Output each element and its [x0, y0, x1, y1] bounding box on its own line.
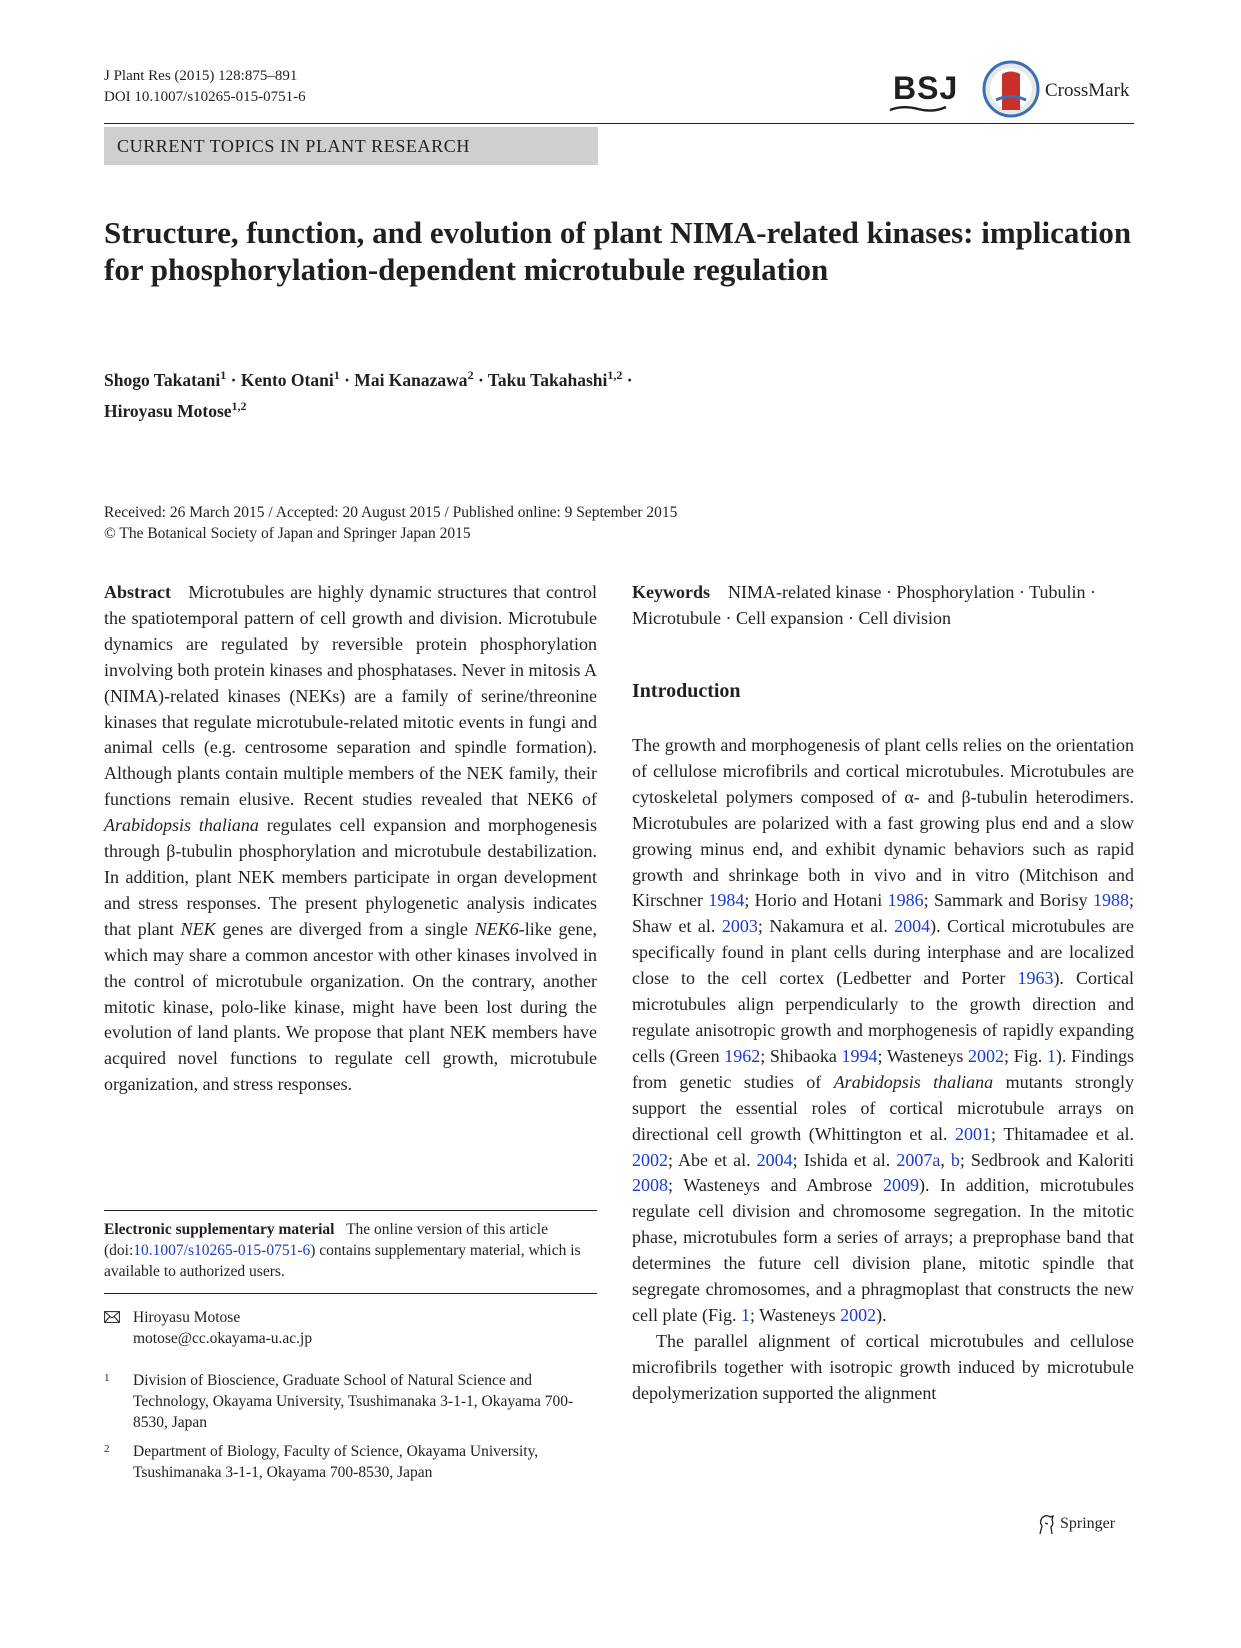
- journal-citation: J Plant Res (2015) 128:875–891: [104, 68, 298, 84]
- body-text: ). In addition, microtubules regulate cell division and chromosome segregation. In the mitotic phase, microtubules form a series of arrays; a preprophase band that determines the future cell division plane, mitotic spindle that segregate chromosomes, and a phragmoplast that constructs the new cell plate (Fig.: [632, 1175, 1135, 1325]
- citation-link[interactable]: 1962: [724, 1045, 761, 1066]
- esm-rule-top: [104, 1210, 597, 1211]
- body-text: ; Sammark and Borisy: [923, 890, 1093, 911]
- esm-label: Electronic supplementary material: [104, 1221, 335, 1238]
- citation-link[interactable]: 2007a: [896, 1149, 941, 1170]
- corresponding-author: [104, 1307, 597, 1349]
- bsj-wave-icon: [888, 104, 948, 114]
- body-text: ). Cortical microtubules are specifically found in plant cells during interphase and are localized close to the cell cortex (Ledbetter and Porter: [632, 916, 1134, 989]
- body-text: ; Ishida et al.: [792, 1149, 897, 1170]
- body-text: The growth and morphogenesis of plant cells relies on the orientation of cellulose microfibrils and cortical microtubules. Microtubules are cytoskeletal polymers composed of α- and β-tubulin heterodimers. Microtubules are polarized with a fast growing plus end and a slow growing minus end, and exhibit dynamic behaviors such as rapid growth and shrinkage both in vivo and in vitro (Mitchison and Kirschner: [632, 735, 1134, 911]
- article-dates: [104, 502, 677, 544]
- body-text: ; Shaw et al.: [632, 890, 1134, 937]
- esm-text: The online version of this article (doi:: [104, 1221, 548, 1259]
- keywords-label: Keywords: [632, 582, 710, 602]
- introduction-paragraph: The parallel alignment of cortical microtubules and cellulose microfibrils together with isotropic growth induced by microtubule depolymerization supported the alignment: [632, 1330, 1134, 1403]
- citation-link[interactable]: 1963: [1017, 968, 1054, 989]
- author-affiliation-marker: 1: [220, 368, 227, 382]
- body-text: ; Sedbrook and Kaloriti: [959, 1149, 1134, 1170]
- history-dates: Received: 26 March 2015 / Accepted: 20 August 2015 / Published online: 9 September 2015: [104, 504, 678, 521]
- doi: DOI 10.1007/s10265-015-0751-6: [104, 89, 306, 105]
- author-name: Taku Takahashi: [487, 369, 608, 390]
- body-text: ; Fig.: [1004, 1045, 1047, 1066]
- copyright: © The Botanical Society of Japan and Springer Japan 2015: [104, 525, 471, 542]
- citation-link[interactable]: 2002: [968, 1045, 1005, 1066]
- body-text: ; Wasteneys: [749, 1304, 841, 1325]
- electronic-supplementary-material: [104, 1219, 597, 1282]
- author-affiliation-marker: 2: [467, 368, 474, 382]
- abstract-text: -like gene, which may share a common ancestor with other kinases involved in the control of microtubule organization. On the contrary, another mitotic kinase, polo-like kinase, might have been lost during the evolution of land plants. We propose that plant NEK members have acquired novel functions to regulate cell growth, microtubule organization, and stress responses.: [104, 918, 597, 1095]
- author-affiliation-marker: 1,2: [607, 368, 623, 382]
- body-text: ,: [940, 1149, 951, 1170]
- header-rule: [104, 123, 1134, 124]
- author-name: Mai Kanazawa: [354, 369, 468, 390]
- body-text: ; Shibaoka: [760, 1045, 842, 1066]
- contact-email[interactable]: motose@cc.okayama-u.ac.jp: [133, 1330, 313, 1347]
- species-name: Arabidopsis thaliana: [833, 1071, 994, 1092]
- introduction-heading: Introduction: [632, 680, 741, 702]
- author-list: Shogo Takatani$^1$ · Kento Otani$^1$ · Mai Kanazawa$^2$ · Taku Takahashi$^{1,2}$ · Hiroyasu Motose$^{1,2}$: [104, 368, 633, 421]
- publisher-label: Springer: [1060, 1515, 1116, 1532]
- crossmark-label[interactable]: CrossMark: [1045, 80, 1130, 101]
- abstract-italic: NEK: [180, 918, 216, 939]
- introduction-body: [632, 733, 1134, 1407]
- abstract-italic: NEK6: [474, 918, 519, 939]
- body-text: ; Thitamadee et al.: [991, 1123, 1134, 1144]
- keywords-text: NIMA-related kinase · Phosphorylation · Tubulin · Microtubule · Cell expansion · Cell division: [632, 582, 1096, 628]
- body-text: ).: [876, 1304, 887, 1325]
- citation-link[interactable]: 1: [740, 1304, 750, 1325]
- abstract-text: genes are diverged from a single: [215, 918, 475, 939]
- abstract-text: Microtubules are highly dynamic structures that control the spatiotemporal pattern of cell growth and division. Microtubule dynamics are regulated by reversible protein phosphorylation involving both protein kinases and phosphatases. Never in mitosis A (NIMA)-related kinases (NEKs) are a family of serine/threonine kinases that regulate microtubule-related mitotic events in fungi and animal cells (e.g. centrosome separation and spindle formation). Although plants contain multiple members of the NEK family, their functions remain elusive. Recent studies revealed that NEK6 of: [104, 582, 597, 810]
- author-name: Kento Otani: [240, 369, 334, 390]
- affiliation-1: [104, 1370, 597, 1433]
- author-affiliation-marker: 1,2: [231, 398, 247, 413]
- affiliation-text: Division of Bioscience, Graduate School of Natural Science and Technology, Okayama University, Tsushimanaka 3-1-1, Okayama 700-8530, Japan: [133, 1372, 574, 1431]
- abstract-label: Abstract: [104, 582, 171, 602]
- citation-link[interactable]: 2003: [721, 916, 758, 937]
- body-text: ; Wasteneys: [877, 1045, 969, 1066]
- citation-link[interactable]: 2004: [894, 916, 931, 937]
- bsj-logo: BSJ: [893, 70, 959, 106]
- citation-link[interactable]: 2001: [955, 1123, 992, 1144]
- abstract-italic: Arabidopsis thaliana: [104, 815, 259, 836]
- introduction-paragraph: [632, 733, 1134, 1329]
- affiliation-number: 1: [104, 1372, 110, 1384]
- body-text: mutants strongly support the essential roles of cortical microtubule arrays on directional cell growth (Whittington et al.: [632, 1071, 1135, 1144]
- springer-horse-icon: [1036, 1514, 1056, 1536]
- contact-name: Hiroyasu Motose: [133, 1309, 241, 1326]
- body-text: ; Abe et al.: [668, 1149, 757, 1170]
- citation-link[interactable]: 1994: [841, 1045, 878, 1066]
- citation-link[interactable]: 2004: [756, 1149, 793, 1170]
- section-banner: CURRENT TOPICS IN PLANT RESEARCH: [104, 127, 598, 165]
- crossmark-icon[interactable]: [982, 60, 1040, 118]
- body-text: ; Wasteneys and Ambrose: [668, 1175, 883, 1196]
- body-text: ; Horio and Hotani: [744, 890, 888, 911]
- envelope-icon: [104, 1311, 120, 1323]
- author-affiliation-marker: 1: [333, 368, 340, 382]
- citation-link[interactable]: 2008: [632, 1175, 668, 1196]
- affiliation-2: [104, 1441, 597, 1483]
- abstract: [104, 580, 597, 1098]
- esm-text: ) contains supplementary material, which is available to authorized users.: [104, 1242, 581, 1280]
- body-text: ). Cortical microtubules align perpendicularly to the growth direction and regulate anisotropic growth and morphogenesis of rapidly expanding cells (Green: [632, 968, 1134, 1066]
- citation-link[interactable]: 2002: [840, 1304, 877, 1325]
- keywords: [632, 580, 1134, 632]
- citation-link[interactable]: 2002: [632, 1149, 668, 1170]
- affiliation-text: Department of Biology, Faculty of Science, Okayama University, Tsushimanaka 3-1-1, Okayama 700-8530, Japan: [133, 1443, 539, 1481]
- author-name: Shogo Takatani: [104, 369, 221, 390]
- esm-doi-link[interactable]: 10.1007/s10265-015-0751-6: [133, 1242, 311, 1259]
- citation-link[interactable]: 2009: [882, 1175, 919, 1196]
- affiliation-number: 2: [104, 1443, 110, 1455]
- citation-link[interactable]: 1988: [1092, 890, 1129, 911]
- body-text: ). Findings from genetic studies of: [632, 1045, 1135, 1092]
- citation-link[interactable]: 1984: [708, 890, 745, 911]
- citation-link[interactable]: 1986: [887, 890, 924, 911]
- author-name: Hiroyasu Motose: [104, 400, 232, 421]
- article-title: Structure, function, and evolution of plant NIMA-related kinases: implication for phosphorylation-dependent microtubule regulation: [104, 215, 1132, 287]
- citation-link[interactable]: b: [950, 1149, 960, 1170]
- abstract-text: regulates cell expansion and morphogenesis through β-tubulin phosphorylation and microtubule destabilization. In addition, plant NEK members participate in organ development and stress responses. The present phylogenetic analysis indicates that plant: [104, 815, 597, 939]
- esm-rule-bottom: [104, 1293, 597, 1294]
- citation-link[interactable]: 1: [1046, 1045, 1056, 1066]
- body-text: ; Nakamura et al.: [757, 916, 895, 937]
